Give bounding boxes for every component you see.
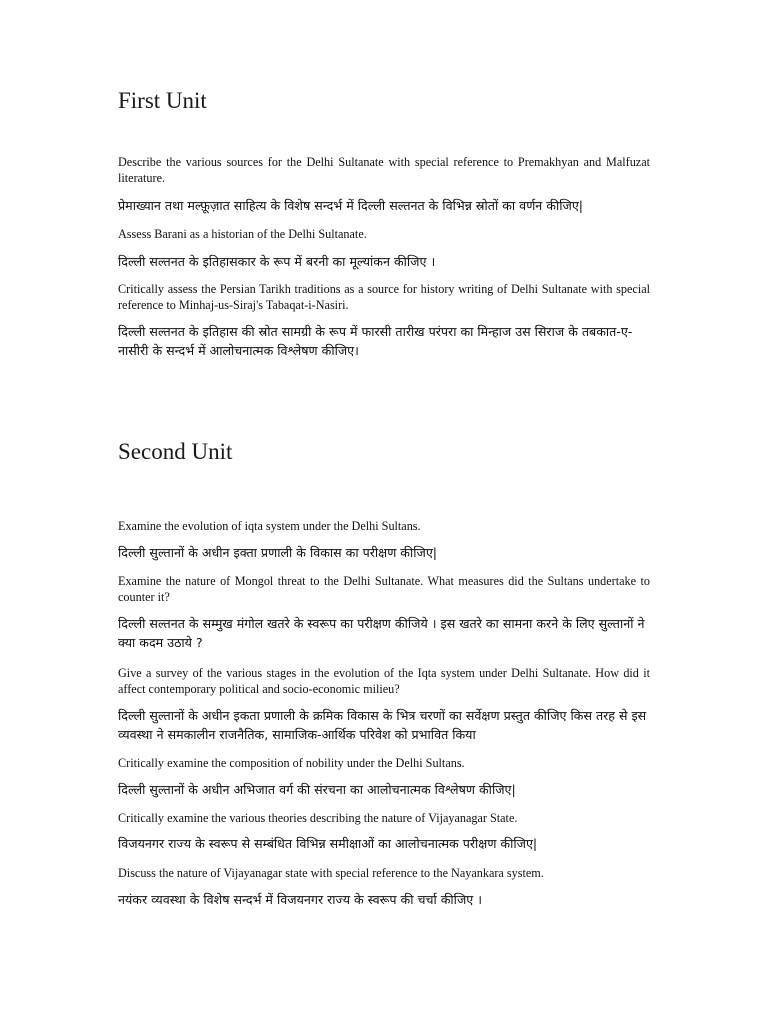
unit-2-question-3-english: Give a survey of the various stages in the evolution of the Iqta system under Delhi Sultanate. How did it affect contemporary political and socio-economic milieu? bbox=[118, 666, 650, 696]
unit-1-question-2-hindi: दिल्ली सल्तनत के इतिहासकार के रूप में बरनी का मूल्यांकन कीजिए । bbox=[118, 254, 436, 269]
unit-2-question-6-hindi: नयंकर व्यवस्था के विशेष सन्दर्भ में विजयनगर राज्य के स्वरूप की चर्चा कीजिए । bbox=[118, 892, 483, 907]
unit-2-question-4-english: Critically examine the composition of nobility under the Delhi Sultans. bbox=[118, 756, 465, 770]
unit-2-question-2-hindi: दिल्ली सल्तनत के सम्मुख मंगोल खतरे के स्वरूप का परीक्षण कीजिये । इस खतरे का सामना करने के लिए सुल्तानों ने क्या कदम उठाये ? bbox=[118, 616, 645, 650]
unit-2-question-3-hindi: दिल्ली सुल्तानों के अधीन इकता प्रणाली के क्रमिक विकास के भित्र चरणों का सर्वेक्षण प्रस्तुत कीजिए किस तरह से इस व्यवस्था ने समकालीन राजनैतिक, सामाजिक-आर्थिक परिवेश को प्रभावित किया bbox=[118, 708, 647, 742]
unit-2-question-5-english: Critically examine the various theories describing the nature of Vijayanagar State. bbox=[118, 811, 518, 825]
unit-2-question-4-hindi: दिल्ली सुल्तानों के अधीन अभिजात वर्ग की संरचना का आलोचनात्मक विश्लेषण कीजिए| bbox=[118, 782, 516, 797]
unit-1-question-1-english: Describe the various sources for the Delhi Sultanate with special reference to Premakhyan and Malfuzat literature. bbox=[118, 155, 650, 185]
unit-1-question-1-hindi: प्रेमाख्यान तथा मल्फ़ूज़ात साहित्य के विशेष सन्दर्भ में दिल्ली सल्तनत के विभिन्न स्रोतों का वर्णन कीजिए| bbox=[118, 198, 584, 213]
unit-2-question-1-hindi: दिल्ली सुल्तानों के अधीन इक्ता प्रणाली के विकास का परीक्षण कीजिए| bbox=[118, 545, 438, 560]
unit-2-question-1-english: Examine the evolution of iqta system under the Delhi Sultans. bbox=[118, 519, 421, 533]
unit-2-question-6-english: Discuss the nature of Vijayanagar state with special reference to the Nayankara system. bbox=[118, 866, 544, 880]
unit-2-title: Second Unit bbox=[118, 439, 233, 464]
unit-1-question-3-english: Critically assess the Persian Tarikh traditions as a source for history writing of Delhi Sultanate with special reference to Minhaj-us-Siraj's Tabaqat-i-Nasiri. bbox=[118, 282, 650, 312]
unit-2-question-2-english: Examine the nature of Mongol threat to the Delhi Sultanate. What measures did the Sultans undertake to counter it? bbox=[118, 574, 650, 604]
unit-1-question-3-hindi: दिल्ली सल्तनत के इतिहास की स्रोत सामग्री के रूप में फारसी तारीख परंपरा का मिन्हाज उस सिराज के तबकात-ए-नासीरी के सन्दर्भ में आलोचनात्मक विश्लेषण कीजिए। bbox=[118, 324, 633, 358]
unit-2-question-5-hindi: विजयनगर राज्य के स्वरूप से सम्बंधित विभिन्न समीक्षाओं का आलोचनात्मक परीक्षण कीजिए| bbox=[118, 836, 538, 851]
unit-1-title: First Unit bbox=[118, 88, 207, 113]
unit-1-question-2-english: Assess Barani as a historian of the Delhi Sultanate. bbox=[118, 227, 367, 241]
